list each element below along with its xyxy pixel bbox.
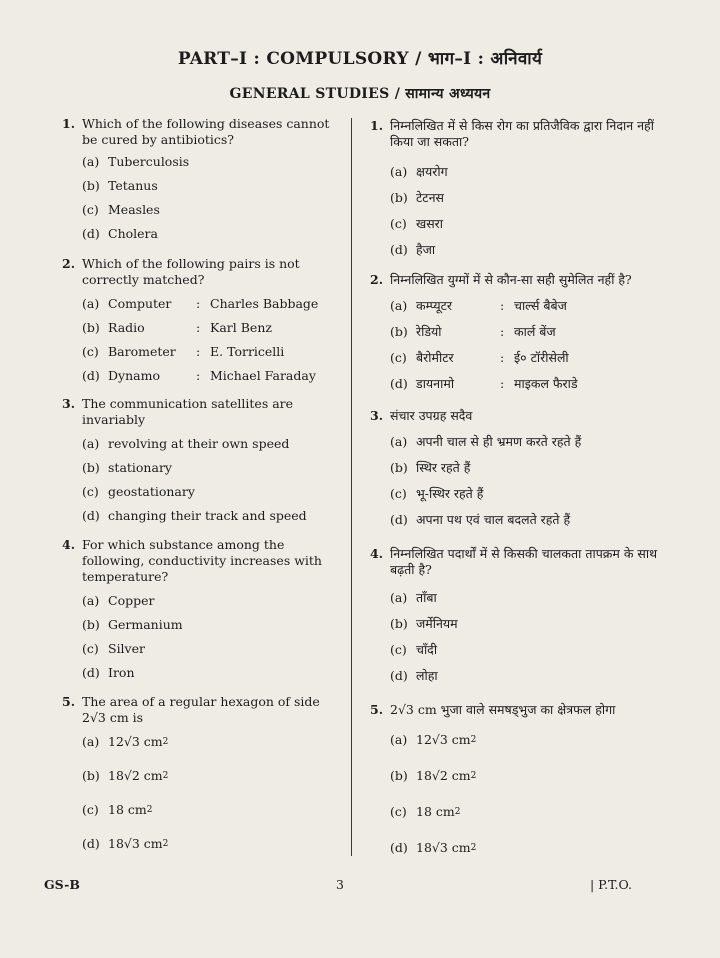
option-a: (a) Copper (82, 593, 155, 608)
question-text: निम्नलिखित में से किस रोग का प्रतिजैविक द्वारा निदान नहीं किया जा सकता? (390, 118, 654, 149)
column-divider (351, 118, 352, 856)
option-d: (d) Cholera (82, 226, 158, 241)
question-number: 4. (62, 537, 76, 552)
question-number: 2. (62, 256, 76, 271)
please-turn-over: | P.T.O. (590, 877, 632, 892)
page-number: 3 (336, 877, 344, 892)
option-a: (a) ताँबा (390, 590, 437, 605)
option-c: (c) चाँदी (390, 642, 438, 657)
option-c: (c) बैरोमीटर : ई० टॉरीसेली (390, 350, 569, 365)
question-text: The communication satellites are invariably (82, 396, 294, 427)
question-3-hi (370, 408, 660, 527)
question-2-en (62, 256, 342, 383)
booklet-code: GS-B (44, 877, 80, 892)
option-d: (d) 18√3 cm 2 (82, 836, 169, 851)
question-number: 1. (370, 118, 384, 133)
section-subtitle: GENERAL STUDIES / सामान्य अध्ययन (229, 86, 491, 102)
question-4-hi (370, 546, 660, 683)
question-stem (62, 694, 342, 726)
question-5-hi (370, 702, 660, 855)
question-stem (62, 537, 342, 585)
option-c: (c) Measles (82, 202, 160, 217)
option-a: (a) revolving at their own speed (82, 436, 290, 451)
option-c: (c) Barometer : E. Torricelli (82, 344, 285, 359)
option-b: (b) Germanium (82, 617, 183, 632)
question-text: 2√3 cm भुजा वाले समषड्भुज का क्षेत्रफल होगा (390, 702, 616, 717)
question-text: The area of a regular hexagon of side 2√3 cm is (82, 694, 320, 725)
option-a: (a) क्षयरोग (390, 164, 448, 179)
question-stem (370, 546, 660, 578)
question-5-en (62, 694, 342, 851)
question-text: निम्नलिखित पदार्थों में से किसकी चालकता तापक्रम के साथ बढ़ती है? (390, 546, 658, 577)
option-c: (c) भू-स्थिर रहते हैं (390, 486, 484, 501)
question-2-hi (370, 272, 660, 391)
question-number: 2. (370, 272, 384, 287)
option-a: (a) अपनी चाल से ही भ्रमण करते रहते हैं (390, 434, 582, 449)
question-text: Which of the following diseases cannot be cured by antibiotics? (82, 116, 330, 147)
option-c: (c) Silver (82, 641, 145, 656)
question-stem (62, 116, 342, 148)
option-b: (b) टेटनस (390, 190, 444, 205)
option-d: (d) Dynamo : Michael Faraday (82, 368, 316, 383)
question-stem (370, 272, 660, 288)
option-d: (d) हैजा (390, 242, 436, 257)
option-c: (c) geostationary (82, 484, 195, 499)
option-a: (a) 12√3 cm 2 (82, 734, 169, 749)
option-d: (d) 18√3 cm 2 (390, 840, 477, 855)
question-number: 4. (370, 546, 384, 561)
question-4-en (62, 537, 342, 680)
question-text: Which of the following pairs is not correctly matched? (82, 256, 300, 287)
option-b: (b) रेडियो : कार्ल बेंज (390, 324, 556, 339)
question-text: For which substance among the following, conductivity increases with temperature? (82, 537, 322, 584)
option-b: (b) 18√2 cm 2 (82, 768, 169, 783)
option-b: (b) Tetanus (82, 178, 158, 193)
option-d: (d) लोहा (390, 668, 438, 683)
question-number: 5. (370, 702, 384, 717)
question-stem (62, 396, 342, 428)
question-3-en (62, 396, 342, 523)
question-text: निम्नलिखित युग्मों में से कौन-सा सही सुमेलित नहीं है? (390, 272, 632, 287)
question-number: 1. (62, 116, 76, 131)
option-a: (a) Computer : Charles Babbage (82, 296, 319, 311)
page-title: PART–I : COMPULSORY / भाग–I : अनिवार्य (177, 49, 543, 69)
question-stem (370, 408, 660, 424)
question-text: संचार उपग्रह सदैव (390, 408, 473, 423)
question-number: 3. (62, 396, 76, 411)
option-b: (b) 18√2 cm 2 (390, 768, 477, 783)
option-a: (a) Tuberculosis (82, 154, 190, 169)
question-stem (370, 118, 660, 150)
option-a: (a) कम्प्यूटर : चार्ल्स बैबेज (390, 298, 567, 313)
option-d: (d) changing their track and speed (82, 508, 307, 523)
question-1-hi (370, 118, 660, 257)
option-a: (a) 12√3 cm 2 (390, 732, 477, 747)
option-b: (b) Radio : Karl Benz (82, 320, 272, 335)
question-1-en (62, 116, 342, 241)
option-c: (c) 18 cm 2 (82, 802, 153, 817)
question-number: 3. (370, 408, 384, 423)
option-d: (d) अपना पथ एवं चाल बदलते रहते हैं (390, 512, 571, 527)
option-c: (c) 18 cm 2 (390, 804, 461, 819)
option-c: (c) खसरा (390, 216, 444, 231)
question-number: 5. (62, 694, 76, 709)
option-d: (d) डायनामो : माइकल फैराडे (390, 376, 578, 391)
option-b: (b) जर्मेनियम (390, 616, 458, 631)
option-d: (d) Iron (82, 665, 135, 680)
question-stem (370, 702, 660, 718)
option-b: (b) stationary (82, 460, 172, 475)
option-b: (b) स्थिर रहते हैं (390, 460, 471, 475)
question-stem (62, 256, 342, 288)
